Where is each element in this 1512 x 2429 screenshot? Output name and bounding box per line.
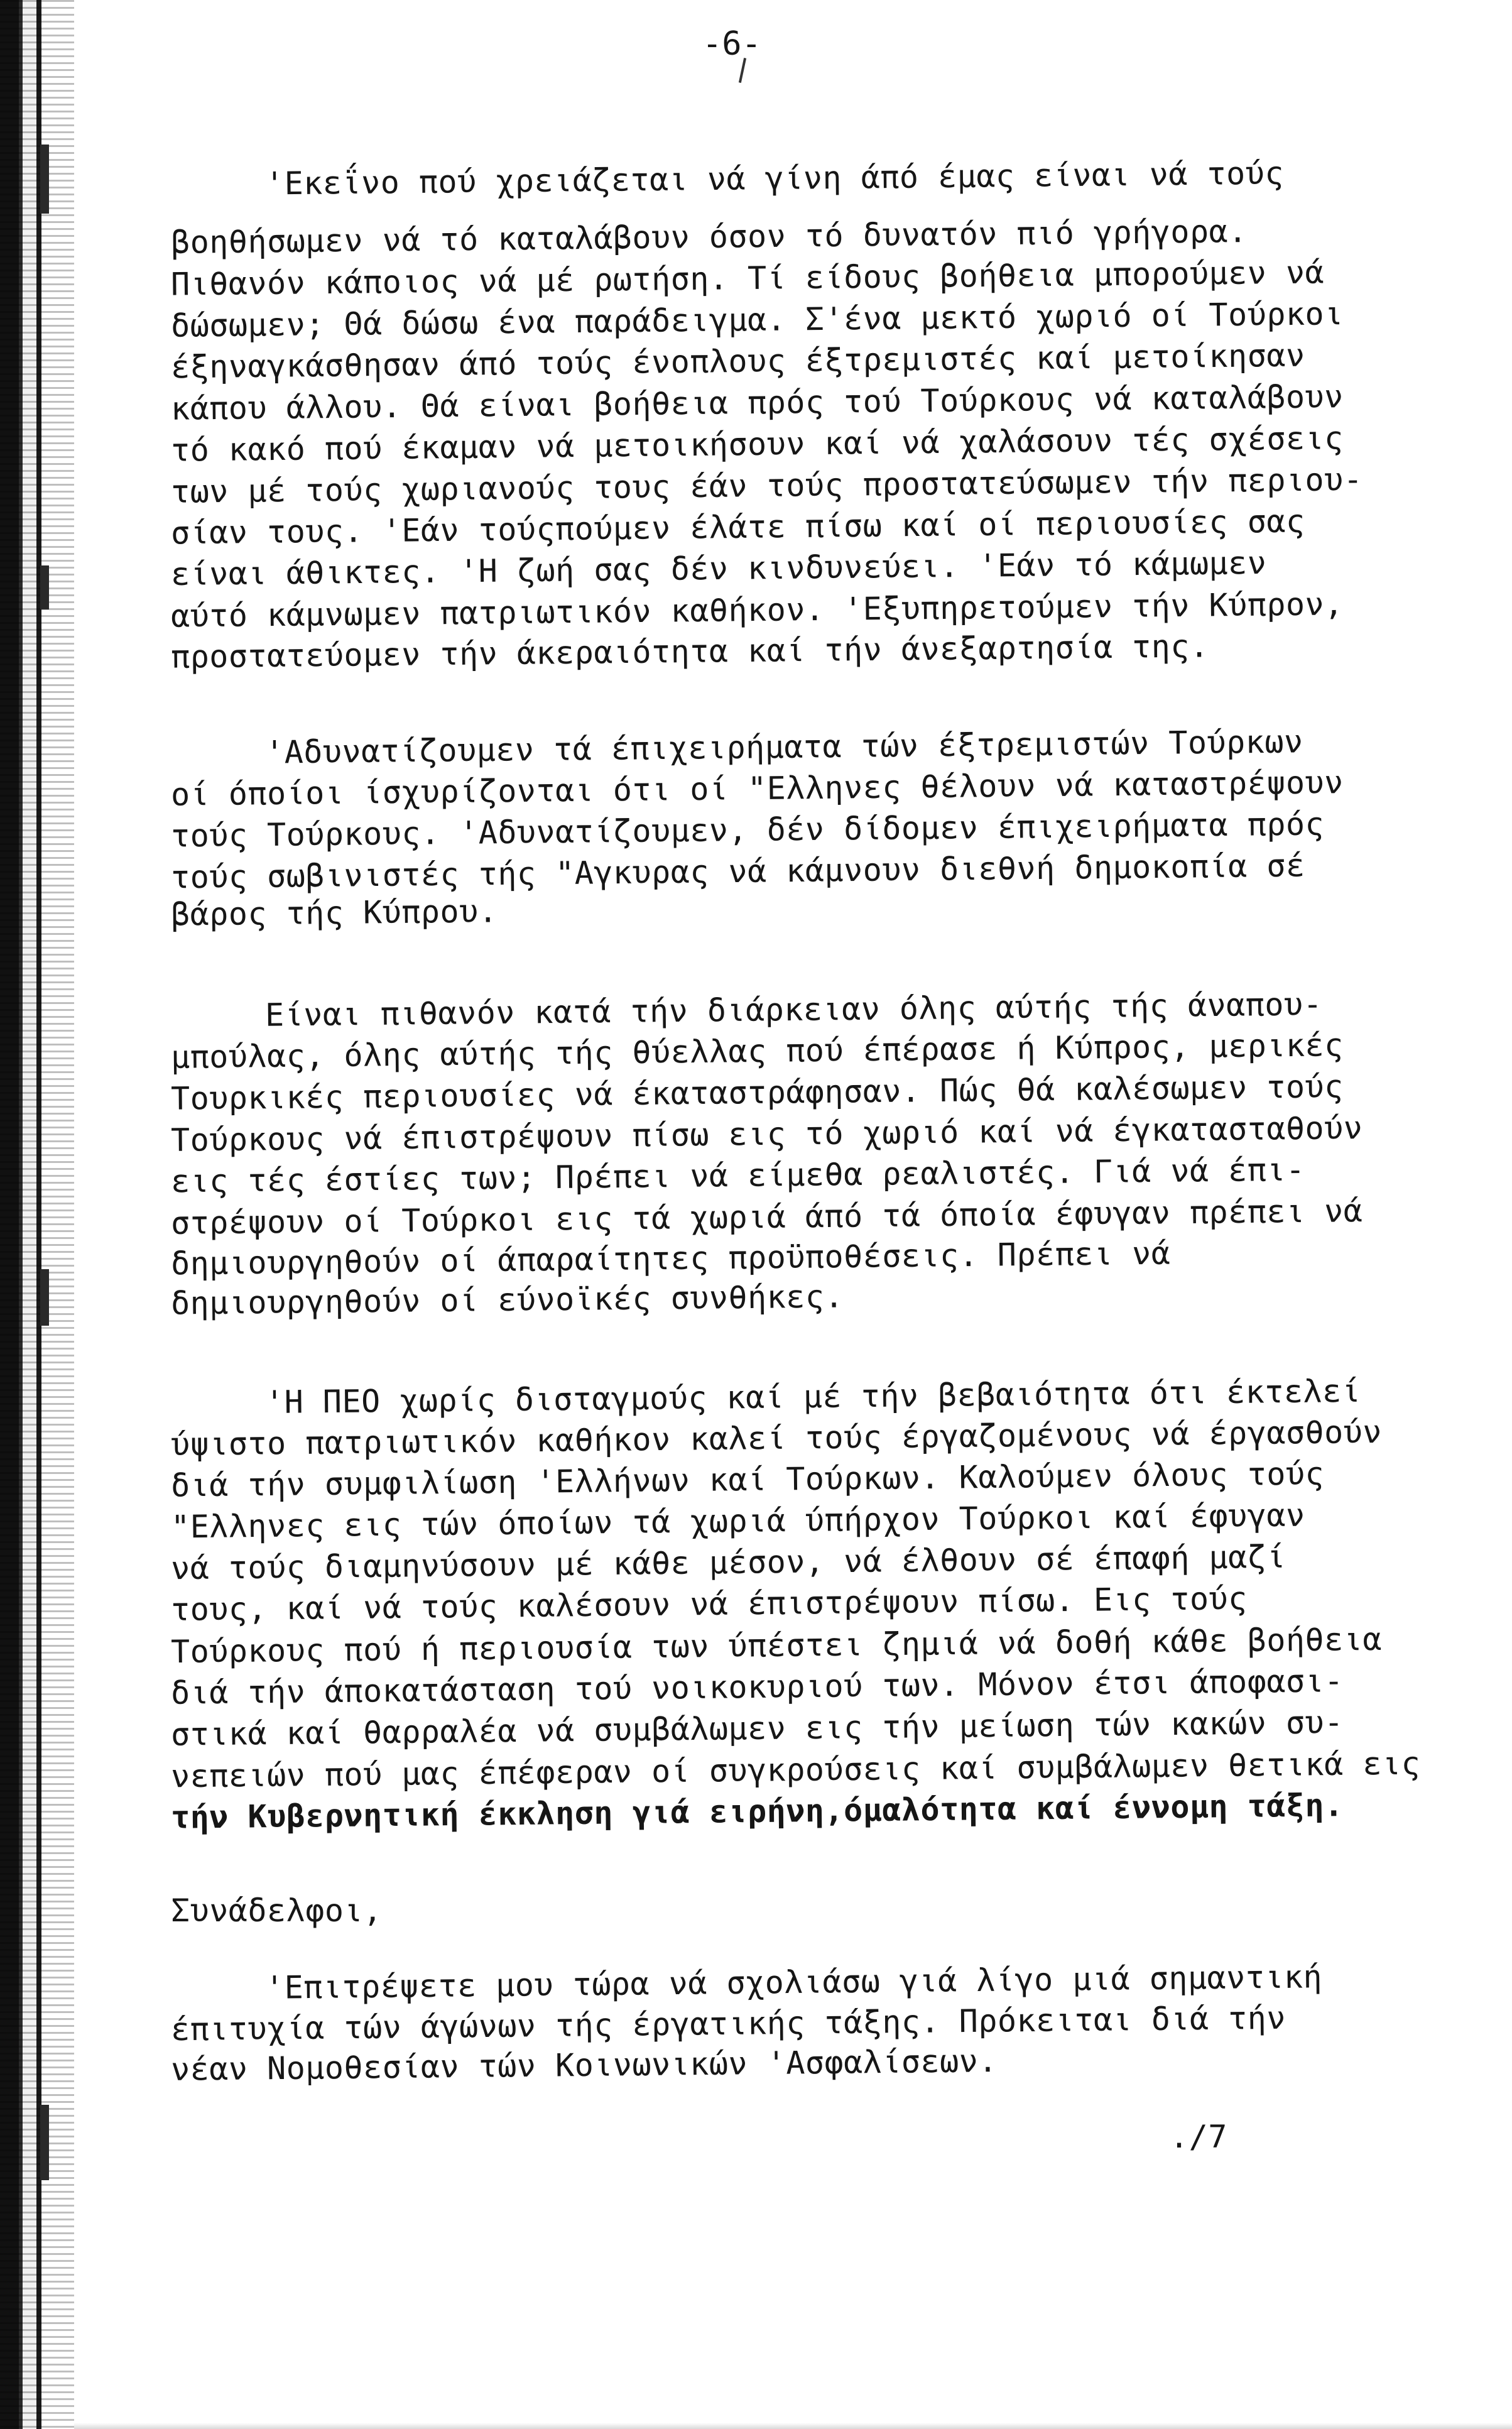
text-line: στικά καί θαρραλέα νά συμβάλωμεν εις τήν μείωση τών κακών συ- xyxy=(170,1704,1344,1753)
text-line: μπούλας, όλης αύτής τής θύελλας πού έπέρασε ή Κύπρος, μερικές xyxy=(170,1027,1344,1076)
text-line: δημιουργηθούν οί άπαραίτητες προϋποθέσεις. Πρέπει νά xyxy=(170,1235,1171,1282)
text-line: Τουρκικές περιουσίες νά έκαταστράφησαν. Πώς θά καλέσωμεν τούς xyxy=(170,1068,1344,1117)
text-line: νεπειών πού μας έπέφεραν οί συγκρούσεις καί συμβάλωμεν θετικά εις xyxy=(170,1745,1421,1795)
text-line: 'Αδυνατίζουμεν τά έπιχειρήματα τών έξτρεμιστών Τούρκων xyxy=(264,723,1303,771)
text-line: τήν Κυβερνητική έκκληση γιά ειρήνη,όμαλότητα καί έννομη τάξη. xyxy=(170,1787,1344,1836)
text-line: 'Επιτρέψετε μου τώρα νά σχολιάσω γιά λίγο μιά σημαντική xyxy=(264,1958,1323,2006)
text-line: στρέψουν οί Τούρκοι εις τά χωριά άπό τά όποία έφυγαν πρέπει νά xyxy=(170,1193,1363,1242)
text-line: έξηναγκάσθησαν άπό τούς ένοπλους έξτρεμιστές καί μετοίκησαν xyxy=(170,337,1305,386)
text-line: Είναι πιθανόν κατά τήν διάρκειαν όλης αύτής τής άναπου- xyxy=(264,986,1323,1034)
text-line: οί όποίοι ίσχυρίζονται ότι οί "Ελληνες θέλουν νά καταστρέψουν xyxy=(170,764,1344,813)
text-line: Πιθανόν κάποιος νά μέ ρωτήση. Τί είδους βοήθεια μπορούμεν νά xyxy=(170,254,1325,303)
text-line: νά τούς διαμηνύσουν μέ κάθε μέσον, νά έλθουν σέ έπαφή μαζί xyxy=(170,1538,1286,1587)
text-line: έπιτυχία τών άγώνων τής έργατικής τάξης. Πρόκειται διά τήν xyxy=(170,1999,1286,2048)
text-line: σίαν τους. 'Εάν τούςπούμεν έλάτε πίσω καί οί περιουσίες σας xyxy=(170,503,1305,552)
text-line: τό κακό πού έκαμαν νά μετοικήσουν καί νά χαλάσουν τές σχέσεις xyxy=(170,420,1344,469)
text-line: βοηθήσωμεν νά τό καταλάβουν όσον τό δυνατόν πιό γρήγορα. xyxy=(170,213,1248,261)
binding-shadow-mark xyxy=(40,565,49,609)
text-line: εις τές έστίες των; Πρέπει νά είμεθα ρεαλιστές. Γιά νά έπι- xyxy=(170,1151,1305,1200)
binding-shadow-mark xyxy=(40,1269,49,1326)
text-line: διά τήν άποκατάσταση τού νοικοκυριού των. Μόνον έτσι άποφασι- xyxy=(170,1662,1344,1711)
text-line: δώσωμεν; Θά δώσω ένα παράδειγμα. Σ'ένα μεκτό χωριό οί Τούρκοι xyxy=(170,295,1344,344)
text-line: τούς σωβινιστές τής "Αγκυρας νά κάμνουν διεθνή δημοκοπία σέ xyxy=(170,847,1305,896)
text-line: Τούρκους πού ή περιουσία των ύπέστει ζημιά νά δοθή κάθε βοήθεια xyxy=(170,1620,1383,1671)
text-line: διά τήν συμφιλίωση 'Ελλήνων καί Τούρκων. Καλούμεν όλους τούς xyxy=(170,1455,1325,1504)
text-line: τούς Τούρκους. 'Αδυνατίζουμεν, δέν δίδομεν έπιχειρήματα πρός xyxy=(170,805,1325,854)
binding-shadow-mark xyxy=(40,145,49,214)
binding-shadow-mark xyxy=(40,2105,49,2180)
scan-bottom-shadow xyxy=(74,2423,1512,2429)
text-line: Τούρκους νά έπιστρέψουν πίσω εις τό χωριό καί νά έγκατασταθούν xyxy=(170,1110,1363,1159)
text-line: δημιουργηθούν οί εύνοϊκές συνθήκες. xyxy=(170,1278,844,1322)
text-line: κάπου άλλου. Θά είναι βοήθεια πρός τού Τούρκους νά καταλάβουν xyxy=(170,378,1344,427)
text-line: των μέ τούς χωριανούς τους έάν τούς προστατεύσωμεν τήν περιου- xyxy=(170,461,1363,510)
text-line: ύψιστο πατριωτικόν καθήκον καλεί τούς έργαζομένους νά έργασθούν xyxy=(170,1413,1383,1463)
continuation-marker: ./7 xyxy=(1170,2119,1227,2155)
text-line: αύτό κάμνωμεν πατριωτικόν καθήκον. 'Εξυπηρετούμεν τήν Κύπρον, xyxy=(170,586,1344,635)
text-line: νέαν Νομοθεσίαν τών Κοινωνικών 'Ασφαλίσεων. xyxy=(170,2043,998,2088)
text-line: είναι άθικτες. 'Η ζωή σας δέν κινδυνεύει. 'Εάν τό κάμωμεν xyxy=(170,544,1267,593)
text-line: βάρος τής Κύπρου. xyxy=(170,893,498,933)
text-line: 'Εκεΐνο πού χρειάζεται νά γίνη άπό έμας είναι νά τούς xyxy=(264,155,1285,202)
scanned-page-binding-edge xyxy=(0,0,74,2429)
text-line: "Ελληνες εις τών όποίων τά χωριά ύπήρχον Τούρκοι καί έφυγαν xyxy=(170,1497,1305,1546)
text-line: τους, καί νά τούς καλέσουν νά έπιστρέψουν πίσω. Εις τούς xyxy=(170,1580,1248,1628)
salutation: Συνάδελφοι, xyxy=(171,1892,383,1929)
page-number: -6- xyxy=(702,25,761,63)
text-line: προστατεύομεν τήν άκεραιότητα καί τήν άνεξαρτησία της. xyxy=(170,628,1209,675)
text-line: 'Η ΠΕΟ χωρίς δισταγμούς καί μέ τήν βεβαιότητα ότι έκτελεί xyxy=(264,1372,1361,1421)
